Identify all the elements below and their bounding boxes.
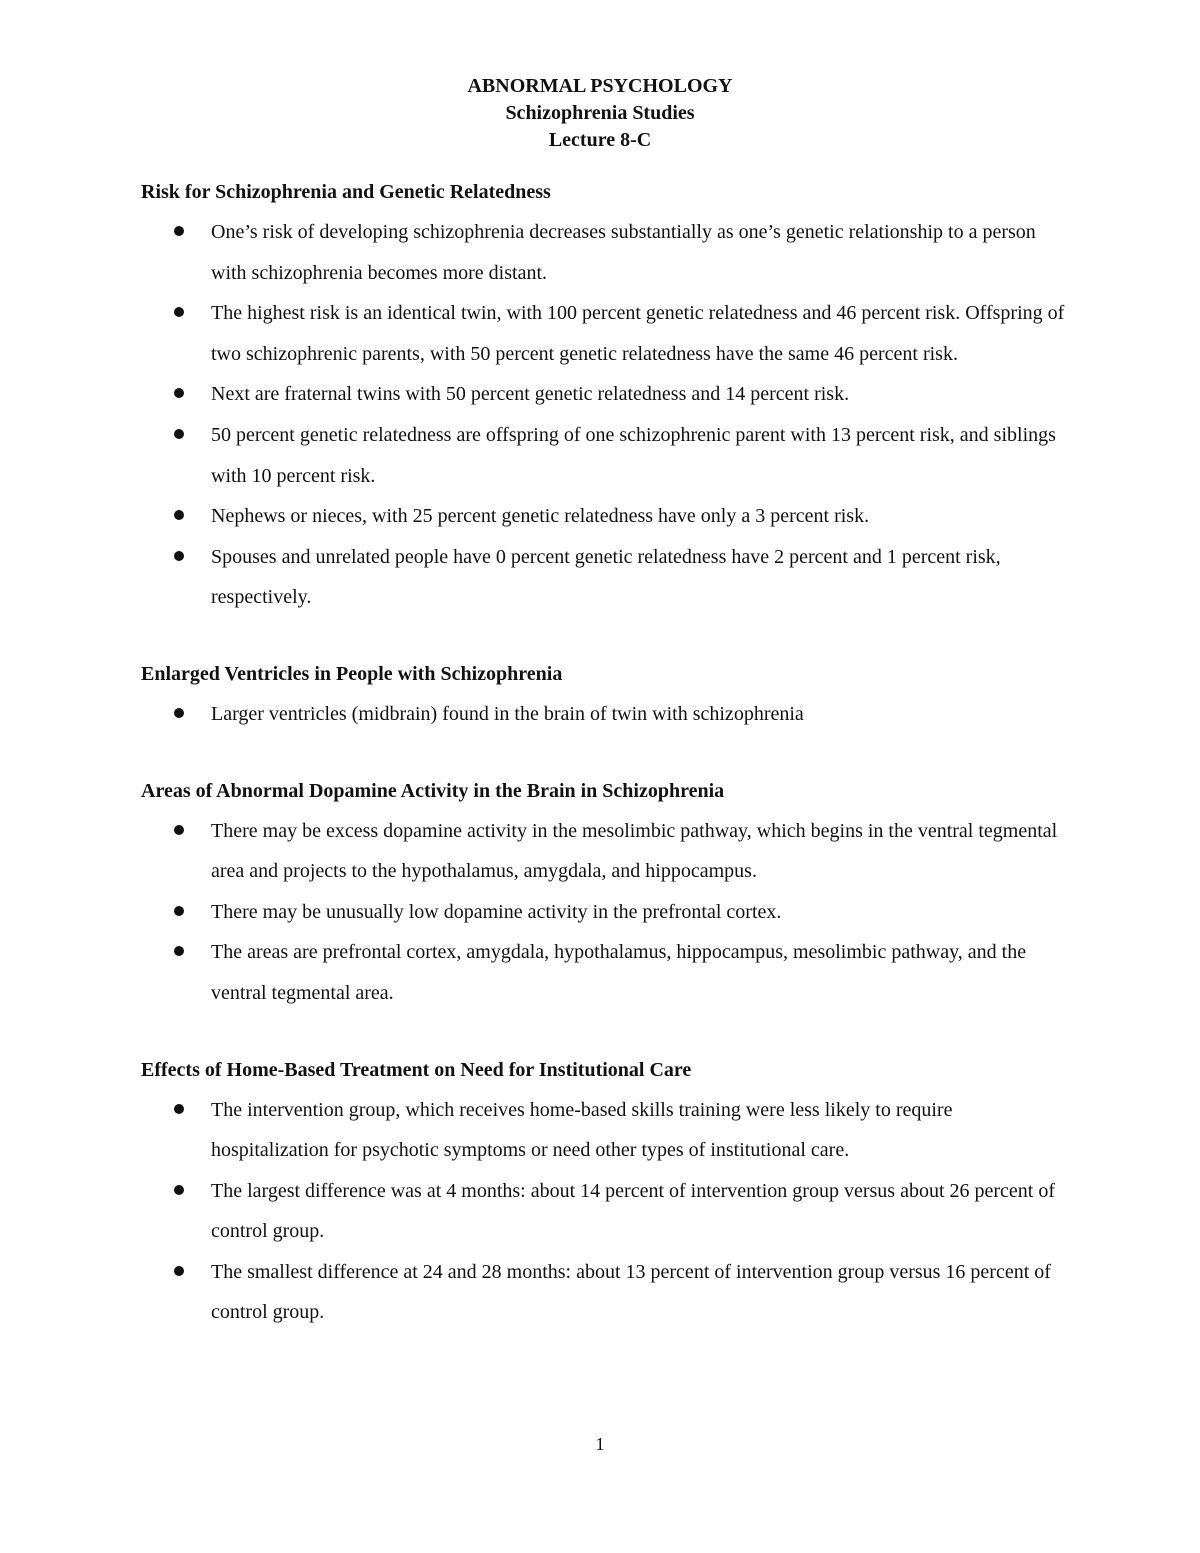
- section-heading: Areas of Abnormal Dopamine Activity in the Brain in Schizophrenia: [141, 779, 725, 802]
- list-item-text: There may be unusually low dopamine activity in the prefrontal cortex.: [211, 900, 782, 923]
- list-item: [141, 293, 1071, 374]
- bullet-icon: [174, 1266, 184, 1276]
- bullet-icon: [174, 388, 184, 398]
- section-home-based-treatment: [141, 1054, 1071, 1334]
- section-heading: Risk for Schizophrenia and Genetic Relatedness: [141, 181, 551, 203]
- list-item-text: The largest difference was at 4 months: about 14 percent of intervention group versus about 26 percent of control group.: [211, 1179, 1056, 1243]
- bullet-icon: [174, 307, 184, 317]
- list-item-text: The highest risk is an identical twin, with 100 percent genetic relatedness and 46 percent risk. Offspring of two schizophrenic parents, with 50 percent genetic relatedness have the same 46 percent risk.: [211, 302, 1065, 365]
- section-heading: Effects of Home-Based Treatment on Need for Institutional Care: [141, 1058, 692, 1081]
- list-item: [141, 694, 1071, 735]
- list-item: [141, 1090, 1071, 1171]
- list-item-text: One’s risk of developing schizophrenia decreases substantially as one’s genetic relationship to a person with schizophrenia becomes more distant.: [211, 221, 1036, 284]
- list-item: [141, 496, 1071, 537]
- bullet-list: [141, 694, 1071, 735]
- list-item: [141, 811, 1071, 892]
- list-item-text: Next are fraternal twins with 50 percent genetic relatedness and 14 percent risk.: [211, 383, 850, 406]
- section-heading: Enlarged Ventricles in People with Schizophrenia: [141, 662, 563, 685]
- bullet-icon: [174, 226, 184, 236]
- list-item-text: Larger ventricles (midbrain) found in the brain of twin with schizophrenia: [211, 702, 804, 725]
- list-item-text: 50 percent genetic relatedness are offspring of one schizophrenic parent with 13 percent risk, and siblings with 10 percent risk.: [211, 423, 1056, 487]
- bullet-icon: [174, 510, 184, 520]
- list-item: [141, 374, 1071, 415]
- topic-title: Schizophrenia Studies: [505, 102, 695, 124]
- list-item: [141, 415, 1071, 496]
- list-item-text: The smallest difference at 24 and 28 months: about 13 percent of intervention group versus 16 percent of control group.: [211, 1260, 1051, 1324]
- list-item: [141, 1171, 1071, 1252]
- document-body: [141, 176, 1071, 1373]
- bullet-icon: [174, 906, 184, 916]
- list-item: [141, 932, 1071, 1013]
- list-item: [141, 212, 1071, 293]
- lecture-title: Lecture 8-C: [548, 129, 652, 151]
- page-number: 1: [595, 1434, 605, 1454]
- bullet-icon: [174, 946, 184, 956]
- section-enlarged-ventricles: [141, 658, 1071, 735]
- list-item-text: The areas are prefrontal cortex, amygdala, hypothalamus, hippocampus, mesolimbic pathway, and the ventral tegmental area.: [211, 941, 1027, 1004]
- list-item: [141, 1252, 1071, 1333]
- section-dopamine-activity: [141, 775, 1071, 1014]
- bullet-icon: [174, 1185, 184, 1195]
- list-item-text: There may be excess dopamine activity in the mesolimbic pathway, which begins in the ventral tegmental area and projects to the hypothalamus, amygdala, and hippocampus.: [211, 819, 1058, 883]
- list-item-text: The intervention group, which receives home-based skills training were less likely to require hospitalization for psychotic symptoms or need other types of institutional care.: [211, 1098, 953, 1162]
- bullet-icon: [174, 825, 184, 835]
- bullet-list: [141, 1090, 1071, 1334]
- course-title: ABNORMAL PSYCHOLOGY: [467, 75, 733, 97]
- bullet-list: [141, 212, 1071, 618]
- list-item: [141, 537, 1071, 618]
- bullet-icon: [174, 708, 184, 718]
- list-item-text: Spouses and unrelated people have 0 percent genetic relatedness have 2 percent and 1 percent risk, respectively.: [211, 545, 1001, 609]
- bullet-icon: [174, 1104, 184, 1114]
- bullet-icon: [174, 429, 184, 439]
- bullet-icon: [174, 551, 184, 561]
- document-header: [0, 73, 1200, 154]
- section-genetic-risk: [141, 176, 1071, 618]
- list-item: [141, 892, 1071, 933]
- list-item-text: Nephews or nieces, with 25 percent genetic relatedness have only a 3 percent risk.: [211, 505, 870, 528]
- bullet-list: [141, 811, 1071, 1014]
